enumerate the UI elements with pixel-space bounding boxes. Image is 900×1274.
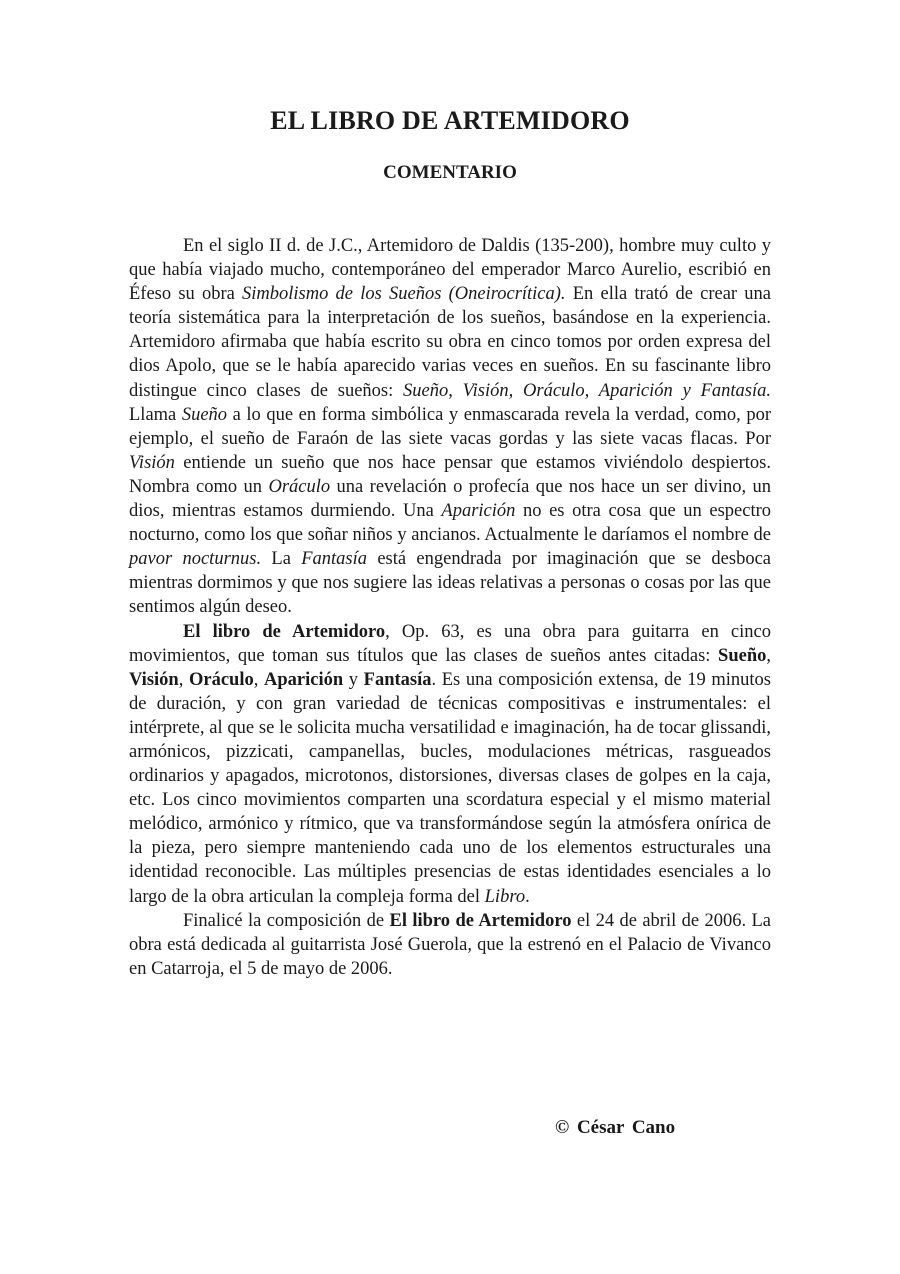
text-run: y: [343, 669, 364, 690]
text-run: el 24 de abril de 2006. La obra está dedicada al guitarrista José Guerola, que la estrenó en el Palacio de Vivanco en Catarroja, el 5 de mayo de 2006.: [129, 910, 771, 979]
bold-run: Visión: [129, 669, 179, 690]
italic-run: Simbolismo de los Sueños (Oneirocrítica).: [242, 284, 566, 305]
italic-run: Fantasía: [301, 549, 368, 570]
text-run: entiende un sueño que nos hace pensar que estamos viviéndolo despiertos. Nombra como un: [129, 452, 771, 497]
page-subtitle: COMENTARIO: [383, 162, 517, 183]
text-run: .: [525, 886, 530, 907]
italic-run: Sueño, Visión, Oráculo, Aparición y Fantasía.: [403, 380, 771, 401]
text-run: una revelación o profecía que nos hace un ser divino, un dios, mientras estamos durmiendo. Una: [129, 476, 771, 522]
text-run: , Op. 63, es una obra para guitarra en cinco movimientos, que toman sus títulos que las clases de sueños antes citadas:: [129, 621, 771, 666]
italic-run: Libro: [484, 886, 526, 907]
paragraph-artemidoro-history: [129, 234, 771, 620]
text-run: Llama: [129, 404, 182, 425]
bold-run: Fantasía: [363, 669, 432, 690]
text-run: ,: [178, 669, 189, 690]
bold-run: Aparición: [263, 669, 344, 690]
italic-run: Oráculo: [268, 476, 331, 497]
italic-run: Aparición: [441, 501, 516, 522]
text-run: La: [261, 549, 302, 570]
text-run: . Es una composición extensa, de 19 minutos de duración, y con gran variedad de técnicas compositivas e instrumentales: el intérprete, al que se le solicita mucha versatilidad e imaginación, ha de tocar glissandi, armónicos, pizzicati, campanellas, bucles, modulaciones métricas, rasgueados ordinarios y apagados, microtonos, distorsiones, diversas clases de golpes en la caja, etc. Los cinco movimientos comparten una scordatura especial y el mismo material melódico, armónico y rítmico, que va transformándose según la atmósfera onírica de la pieza, pero siempre manteniendo cada uno de los elementos estructurales una identidad reconocible. Las múltiples presencias de estas identidades esenciales a lo largo de la obra articulan la compleja forma del: [129, 669, 772, 907]
text-run: no es otra cosa que un espectro nocturno, como los que soñar niños y ancianos. Actualmente le daríamos el nombre de: [129, 501, 771, 546]
paragraph-completion: [129, 909, 771, 981]
bold-run: Oráculo: [188, 669, 254, 690]
italic-run: pavor nocturnus.: [129, 549, 262, 570]
italic-run: Sueño: [181, 404, 228, 425]
text-run: está engendrada por imaginación que se desboca mientras dormimos y que nos sugiere las ideas relativas a personas o cosas por las que sentimos algún deseo.: [129, 549, 771, 618]
text-run: a lo que en forma simbólica y enmascarada revela la verdad, como, por ejemplo, el sueño de Faraón de las siete vacas gordas y las siete vacas flacas. Por: [129, 404, 771, 449]
text-run: En ella trató de crear una teoría sistemática para la interpretación de los sueños, basándose en la experiencia. Artemidoro afirmaba que había escrito su obra en cinco tomos por orden expresa del dios Apolo, que se le había aparecido varias veces en sueños. En su fascinante libro distingue cinco clases de sueños:: [129, 284, 771, 401]
text-run: ,: [766, 645, 771, 666]
italic-run: Visión: [129, 452, 175, 473]
bold-run: El libro de Artemidoro: [183, 621, 386, 642]
bold-run: El libro de Artemidoro: [389, 910, 572, 931]
text-run: Finalicé la composición de: [183, 910, 390, 931]
page-title: EL LIBRO DE ARTEMIDORO: [270, 106, 630, 135]
commentary-body: [129, 234, 771, 981]
paragraph-work-description: [129, 620, 771, 909]
text-run: En el siglo II d. de J.C., Artemidoro de Daldis (135-200), hombre muy culto y que había viajado mucho, contemporáneo del emperador Marco Aurelio, escribió en Éfeso su obra: [129, 236, 771, 305]
bold-run: Sueño: [718, 645, 767, 666]
author-signature: © César Cano: [555, 1117, 676, 1138]
text-run: ,: [253, 669, 264, 690]
